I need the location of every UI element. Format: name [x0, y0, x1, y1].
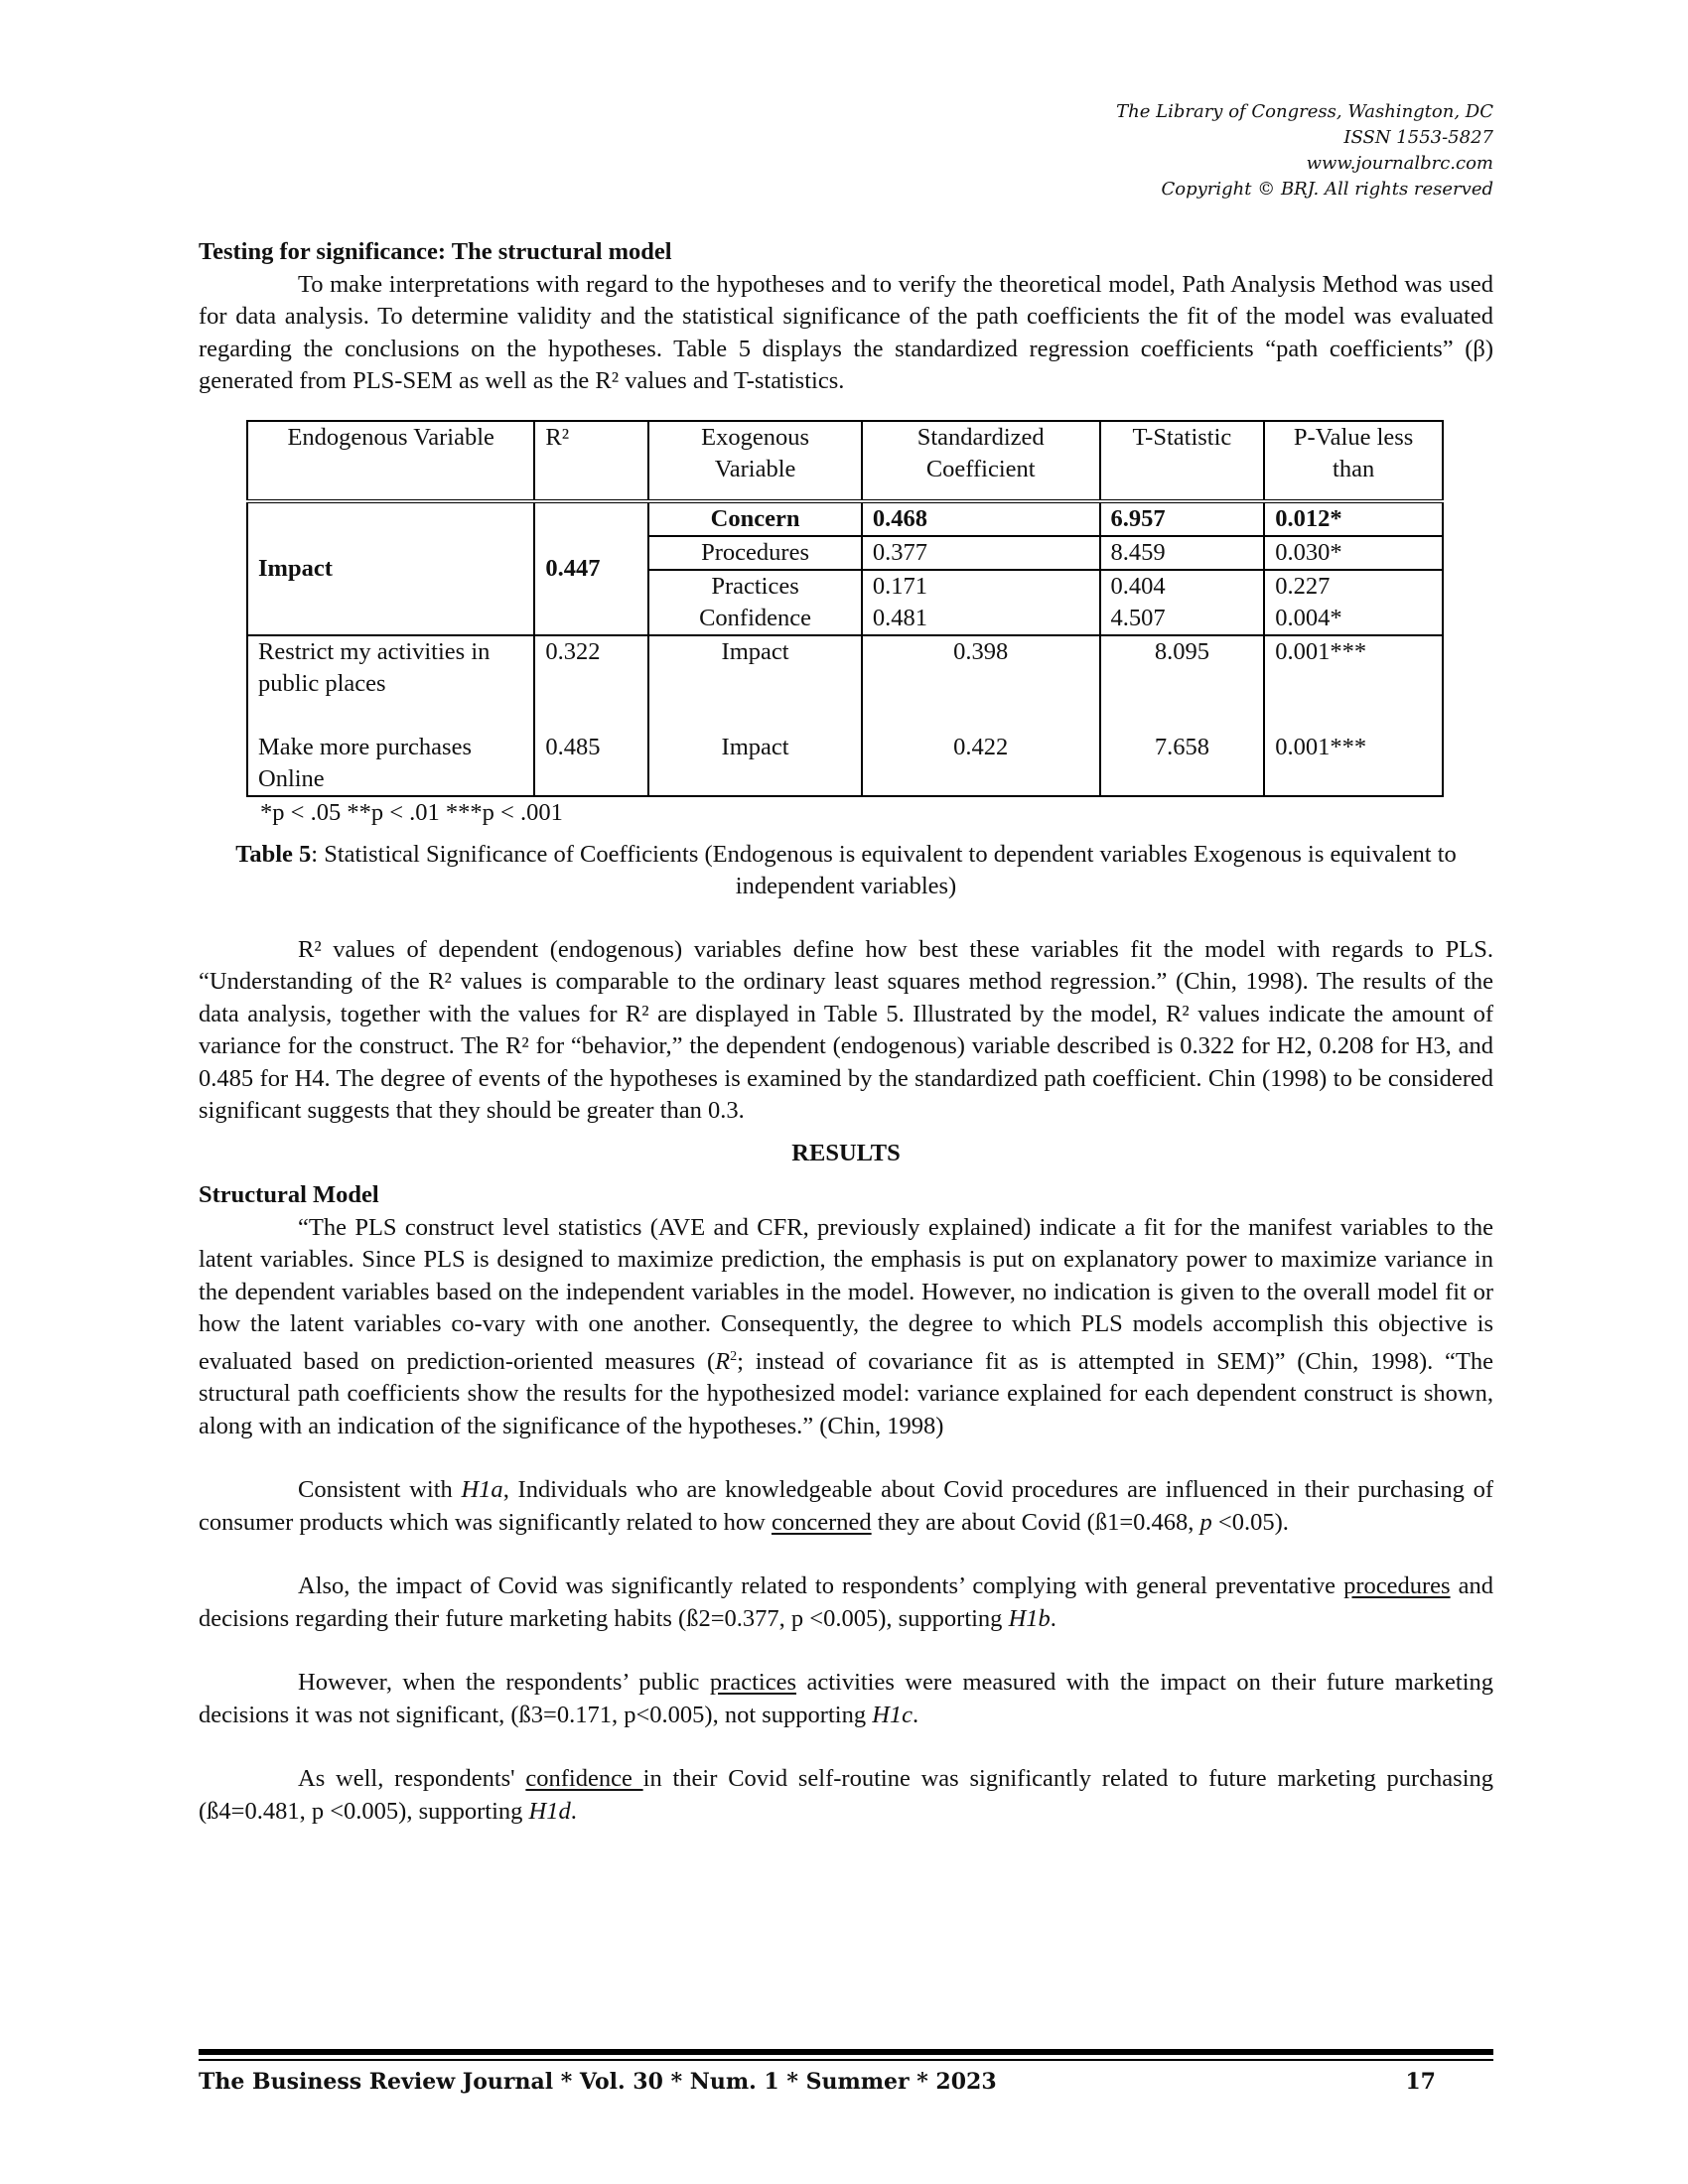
cell-coef: 0.377 — [862, 536, 1100, 570]
cell-purchases-label: Make more purchases Online — [247, 732, 534, 796]
text-span: procedures — [1343, 1572, 1451, 1600]
page-content — [199, 236, 1493, 1828]
text-span: . — [913, 1701, 919, 1728]
text-span: . — [570, 1797, 577, 1825]
text-span: in their Covid self-routine was significantly related to future marketing purchasing (ß4=0.481, p <0.005), supporting — [199, 1765, 1493, 1825]
header-line-4: Copyright © BRJ. All rights reserved — [1161, 179, 1493, 200]
footer-journal: The Business Review Journal * Vol. 30 * Num. 1 * Summer * 2023 — [199, 2069, 997, 2095]
cell-restrict-t: 8.095 — [1100, 635, 1265, 732]
header-coefficient: Standardized Coefficient — [862, 421, 1100, 501]
header-tstatistic: T-Statistic — [1100, 421, 1265, 501]
cell-purchases-r2: 0.485 — [534, 732, 648, 796]
table-5 — [246, 420, 1444, 797]
footer-rule-thin — [199, 2059, 1493, 2061]
text-span: R — [715, 1347, 731, 1375]
text-span: concerned — [771, 1508, 872, 1536]
table-caption-label: Table 5 — [235, 840, 312, 868]
text-span: H1a — [461, 1476, 503, 1504]
cell-restrict-label: Restrict my activities in public places — [247, 635, 534, 732]
cell-coef: 0.468 — [862, 501, 1100, 536]
header-endogenous: Endogenous Variable — [247, 421, 534, 501]
cell-p: 0.004* — [1264, 603, 1443, 635]
text-span: However, when the respondents’ public — [298, 1669, 710, 1697]
table-row — [247, 732, 1443, 796]
journal-header — [1116, 99, 1493, 203]
header-pvalue: P-Value less than — [1264, 421, 1443, 501]
cell-p: 0.227 — [1264, 570, 1443, 603]
text-span: activities were measured with the impact on their future marketing decisions it was not significant, (ß3=0.171, p<0.005), not supporting — [199, 1669, 1493, 1728]
cell-t: 6.957 — [1100, 501, 1265, 536]
cell-exo: Concern — [648, 501, 862, 536]
header-exogenous: Exogenous Variable — [648, 421, 862, 501]
cell-restrict-r2: 0.322 — [534, 635, 648, 732]
page-number: 17 — [1405, 2069, 1436, 2095]
text-span: Also, the impact of Covid was significantly related to respondents’ complying with general preventative — [298, 1572, 1344, 1600]
table-header-row — [247, 421, 1443, 501]
text-span: 2 — [730, 1348, 738, 1364]
cell-restrict-coef: 0.398 — [862, 635, 1100, 732]
cell-restrict-p: 0.001*** — [1264, 635, 1443, 732]
table-caption-text: : Statistical Significance of Coefficients (Endogenous is equivalent to dependent variables Exogenous is equivalent to independent variables) — [311, 840, 1457, 899]
cell-coef: 0.481 — [862, 603, 1100, 635]
section-heading-structural: Structural Model — [199, 1181, 379, 1208]
text-span: H1d — [528, 1797, 571, 1825]
paragraph-h1b — [199, 1570, 1493, 1635]
text-span: Consistent with — [298, 1476, 462, 1504]
table-row — [247, 635, 1443, 732]
text-span: and decisions regarding their future marketing habits (ß2=0.377, p <0.005), supporting — [199, 1572, 1493, 1632]
cell-impact-label: Impact — [247, 501, 534, 635]
footer-rule — [199, 2049, 1493, 2055]
text-span: p — [1199, 1508, 1212, 1536]
table-row — [247, 501, 1443, 536]
header-line-1: The Library of Congress, Washington, DC — [1116, 101, 1493, 122]
text-span: confidence — [525, 1765, 643, 1793]
cell-exo: Procedures — [648, 536, 862, 570]
text-span: As well, respondents' — [298, 1765, 526, 1793]
cell-t: 0.404 — [1100, 570, 1265, 603]
cell-t: 4.507 — [1100, 603, 1265, 635]
text-span: , Individuals who are knowledgeable about Covid procedures are influenced in their purchasing of consumer products which was significantly related to how — [199, 1476, 1493, 1536]
paragraph-r2: R² values of dependent (endogenous) variables define how best these variables fit the model with regards to PLS. “Understanding of the R² values is comparable to the ordinary least squares method regression.” (Chin, 1998). The results of the data analysis, together with the values for R² are displayed in Table 5. Illustrated by the model, R² values indicate the amount of variance for the construct. The R² for “behavior,” the dependent (endogenous) variable described is 0.322 for H2, 0.208 for H3, and 0.485 for H4. The degree of events of the hypotheses is examined by the standardized path coefficient. Chin (1998) to be considered significant suggests that they should be greater than 0.3. — [199, 935, 1493, 1124]
table-caption — [199, 839, 1493, 902]
paragraph-h1d — [199, 1763, 1493, 1828]
cell-p: 0.030* — [1264, 536, 1443, 570]
text-span: H1b — [1008, 1604, 1051, 1632]
text-span: <0.05). — [1211, 1508, 1289, 1536]
cell-purchases-p: 0.001*** — [1264, 732, 1443, 796]
results-heading: RESULTS — [791, 1139, 901, 1166]
cell-exo: Confidence — [648, 603, 862, 635]
cell-restrict-exo: Impact — [648, 635, 862, 732]
paragraph-significance: To make interpretations with regard to the hypotheses and to verify the theoretical model, Path Analysis Method was used for data analysis. To determine validity and the statistical significance of the path coefficients the fit of the model was evaluated regarding the conclusions on the hypotheses. Table 5 displays the standardized regression coefficients “path coefficients” (β) generated from PLS-SEM as well as the R² values and T-statistics. — [199, 270, 1493, 394]
paragraph-h1c — [199, 1667, 1493, 1731]
paragraph-structural-1 — [199, 1212, 1493, 1443]
cell-purchases-coef: 0.422 — [862, 732, 1100, 796]
cell-exo: Practices — [648, 570, 862, 603]
cell-impact-r2: 0.447 — [534, 501, 648, 635]
cell-coef: 0.171 — [862, 570, 1100, 603]
cell-purchases-t: 7.658 — [1100, 732, 1265, 796]
text-span: practices — [709, 1669, 796, 1697]
header-r2: R² — [534, 421, 648, 501]
text-span: “The PLS construct level statistics (AVE and CFR, previously explained) indicate a fit for the manifest variables to the latent variables. Since PLS is designed to maximize prediction, the emphasis is put on explanatory power to maximize variance in the dependent variables based on the independent variables in the model. However, no indication is given to the overall model fit or how the latent variables co-vary with one another. Consequently, the degree to which PLS models accomplish this objective is evaluated based on prediction-oriented measures ( — [199, 1213, 1493, 1375]
table-note: *p < .05 **p < .01 ***p < .001 — [260, 798, 563, 826]
cell-purchases-exo: Impact — [648, 732, 862, 796]
section-heading-significance: Testing for significance: The structural model — [199, 238, 672, 265]
text-span: . — [1050, 1604, 1056, 1632]
header-line-3: www.journalbrc.com — [1306, 153, 1493, 174]
text-span: ; instead of covariance fit as is attempted in SEM)” (Chin, 1998). “The structural path coefficients show the results for the hypothesized model: variance explained for each dependent construct is shown, along with an indication of the significance of the hypotheses.” (Chin, 1998) — [199, 1347, 1494, 1439]
cell-p: 0.012* — [1264, 501, 1443, 536]
cell-t: 8.459 — [1100, 536, 1265, 570]
paragraph-h1a — [199, 1474, 1493, 1539]
text-span: they are about Covid (ß1=0.468, — [871, 1508, 1200, 1536]
text-span: H1c — [872, 1701, 914, 1728]
header-line-2: ISSN 1553-5827 — [1343, 127, 1493, 148]
